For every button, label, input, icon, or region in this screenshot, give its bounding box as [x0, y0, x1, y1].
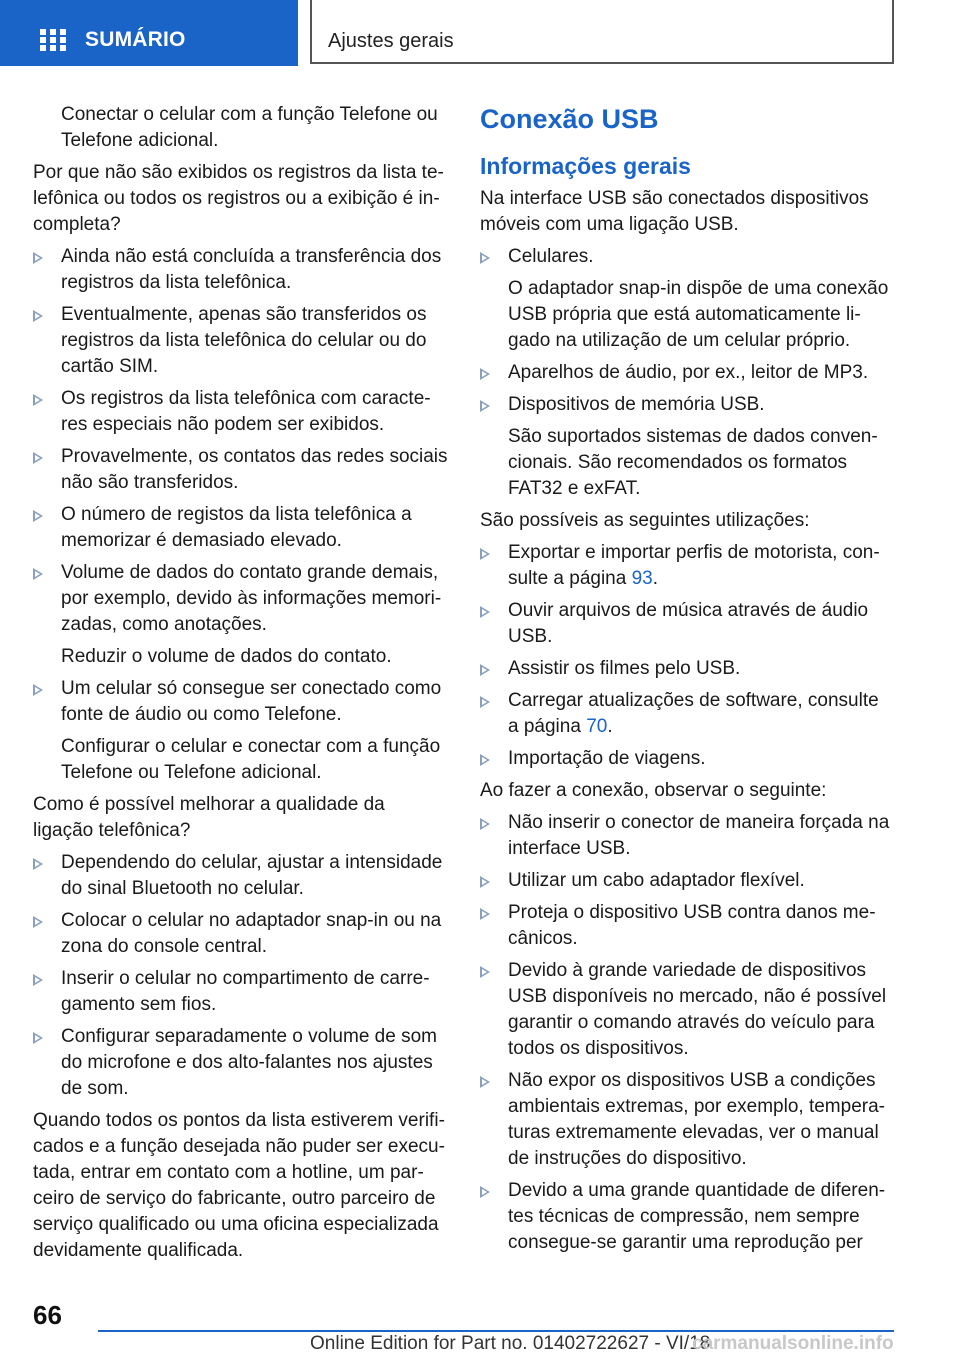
general-info-subheading: Informações gerais: [480, 153, 691, 179]
grid-menu-icon: [40, 29, 66, 52]
section-title-box: [310, 0, 894, 64]
bullet-triangle-icon: [480, 1076, 490, 1088]
list-item-text: Dispositivos de memória USB.: [508, 394, 765, 415]
bullet-triangle-icon: [33, 394, 43, 406]
bullet-triangle-icon: [480, 548, 490, 560]
bullet-triangle-icon: [33, 252, 43, 264]
use-item: [480, 656, 894, 682]
toc-label: SUMÁRIO: [85, 28, 186, 51]
note-item: [480, 1178, 894, 1256]
notes-list: [480, 810, 894, 1256]
use-item: [480, 688, 894, 740]
bullet-triangle-icon: [480, 1186, 490, 1198]
list-item-text: Devido à grande variedade de dispositivos USB disponíveis no mercado, não é possível garantir o comando através do veículo para todos os dispositivos.: [508, 960, 887, 1059]
bullet-triangle-icon: [480, 908, 490, 920]
list-item-text: Importação de viagens.: [508, 748, 706, 769]
bullet-triangle-icon: [33, 684, 43, 696]
list-item-text: Configurar separadamente o volume de som do microfone e dos alto-falantes nos ajustes de som.: [61, 1026, 437, 1099]
indented-note: Conectar o celular com a função Telefone ou Telefone adicional.: [61, 104, 438, 151]
page-number: 66: [33, 1300, 62, 1330]
list-item-text: Um celular só consegue ser conectado como fonte de áudio ou como Telefone.: [61, 678, 442, 725]
bullet-triangle-icon: [33, 568, 43, 580]
list-item-text: O número de registos da lista telefônica a memorizar é demasiado elevado.: [61, 504, 412, 551]
footer-divider: [98, 1330, 894, 1332]
bullet-triangle-icon: [480, 818, 490, 830]
bullet-triangle-icon: [33, 916, 43, 928]
list-item-text: Aparelhos de áudio, por ex., leitor de MP3.: [508, 362, 869, 383]
usb-intro: Na interface USB são conectados dispositivos móveis com uma ligação USB.: [480, 188, 869, 235]
device-note: O adaptador snap-in dispõe de uma conexão USB própria que está automaticamente ligado na utilização de um celular próprio.: [508, 278, 889, 351]
paragraph: Como é possível melhorar a qualidade da ligação telefônica?: [33, 794, 385, 841]
list-item: [33, 850, 448, 902]
list-item-text: Ainda não está concluída a transferência dos registros da lista telefônica.: [61, 246, 442, 293]
list-item: [33, 908, 448, 960]
indented-note: Reduzir o volume de dados do contato.: [61, 646, 392, 667]
bullet-triangle-icon: [480, 400, 490, 412]
device-list: [480, 244, 894, 502]
bullet-triangle-icon: [480, 966, 490, 978]
bullet-triangle-icon: [480, 606, 490, 618]
list-item-text: Inserir o celular no compartimento de carregamento sem fios.: [61, 968, 430, 1015]
list-item-text: Não inserir o conector de maneira forçada na interface USB.: [508, 812, 890, 859]
bullet-triangle-icon: [480, 876, 490, 888]
list-item: [33, 966, 448, 1018]
list-item-text: Celulares.: [508, 246, 594, 267]
use-item: [480, 598, 894, 650]
device-item: [480, 244, 894, 270]
toc-button[interactable]: [0, 0, 298, 66]
list-item: [33, 244, 448, 296]
bullet-triangle-icon: [33, 858, 43, 870]
list-item-text: Não expor os dispositivos USB a condições ambientais extremas, por exemplo, temperaturas extremamente elevadas, ver o manual de instruções do dispositivo.: [508, 1070, 885, 1169]
usb-heading: Conexão USB: [480, 104, 659, 134]
list-item: [33, 302, 448, 380]
list-item-text: Provavelmente, os contatos das redes sociais não são transferidos.: [61, 446, 448, 493]
right-column: [480, 102, 894, 1262]
list-item: [33, 1024, 448, 1102]
watermark: carmanualsonline.info: [692, 1333, 894, 1354]
paragraph: Quando todos os pontos da lista estiverem verificados e a função desejada não puder ser executada, entrar em contato com a hotline, um parceiro de serviço do fabricante, outro parceiro de serviço qualificado ou uma oficina especializada devidamente qualificada.: [33, 1110, 445, 1261]
bullet-triangle-icon: [33, 310, 43, 322]
list-item: [33, 676, 448, 728]
bullet-triangle-icon: [480, 664, 490, 676]
bullet-triangle-icon: [480, 696, 490, 708]
list-item-text: Eventualmente, apenas são transferidos os registros da lista telefônica do celular ou do cartão SIM.: [61, 304, 427, 377]
bullet-triangle-icon: [33, 510, 43, 522]
list-item-text: Exportar e importar perfis de motorista, consulte a página: [508, 542, 880, 589]
list-item-text: Dependendo do celular, ajustar a intensidade do sinal Bluetooth no celular.: [61, 852, 443, 899]
bullet-triangle-icon: [480, 252, 490, 264]
list-item: [33, 502, 448, 554]
bullet-triangle-icon: [33, 974, 43, 986]
list-item-text: Assistir os filmes pelo USB.: [508, 658, 741, 679]
section-title: Ajustes gerais: [328, 30, 454, 52]
list-item-text: Utilizar um cabo adaptador flexível.: [508, 870, 805, 891]
paragraph: Por que não são exibidos os registros da lista telefônica ou todos os registros ou a exibição é incompleta?: [33, 162, 444, 235]
device-item: [480, 392, 894, 418]
indented-note: Configurar o celular e conectar com a função Telefone ou Telefone adicional.: [61, 736, 441, 783]
note-item: [480, 900, 894, 952]
uses-list: [480, 540, 894, 772]
bullet-triangle-icon: [33, 452, 43, 464]
list-item-text: Volume de dados do contato grande demais, por exemplo, devido às informações memorizadas, como anotações.: [61, 562, 442, 635]
left-column: [33, 102, 448, 1270]
page-link[interactable]: 70: [586, 716, 608, 737]
uses-intro: São possíveis as seguintes utilizações:: [480, 510, 810, 531]
list-item: [33, 444, 448, 496]
note-item: [480, 1068, 894, 1172]
bullet-triangle-icon: [480, 368, 490, 380]
link-tail: .: [607, 716, 613, 737]
note-item: [480, 868, 894, 894]
use-item: [480, 540, 894, 592]
device-item: [480, 360, 894, 386]
list-item-text: Ouvir arquivos de música através de áudio USB.: [508, 600, 869, 647]
bullet-triangle-icon: [480, 754, 490, 766]
list-item-text: Devido a uma grande quantidade de diferentes técnicas de compressão, nem sempre consegue-se garantir uma reprodução per: [508, 1180, 886, 1253]
device-note: São suportados sistemas de dados convencionais. São recomendados os formatos FAT32 e exFAT.: [508, 426, 878, 499]
edition-text: Online Edition for Part no. 01402722627 - VI/18: [310, 1333, 711, 1354]
notes-intro: Ao fazer a conexão, observar o seguinte:: [480, 780, 827, 801]
page-link[interactable]: 93: [631, 568, 653, 589]
list-item: [33, 560, 448, 638]
list-item-text: Carregar atualizações de software, consulte a página: [508, 690, 879, 737]
list-item: [33, 386, 448, 438]
list-item-text: Os registros da lista telefônica com caracteres especiais não podem ser exibidos.: [61, 388, 431, 435]
note-item: [480, 958, 894, 1062]
bullet-triangle-icon: [33, 1032, 43, 1044]
link-tail: .: [652, 568, 659, 589]
use-item: [480, 746, 894, 772]
list-item-text: Proteja o dispositivo USB contra danos mecânicos.: [508, 902, 876, 949]
note-item: [480, 810, 894, 862]
list-item-text: Colocar o celular no adaptador snap-in ou na zona do console central.: [61, 910, 442, 957]
